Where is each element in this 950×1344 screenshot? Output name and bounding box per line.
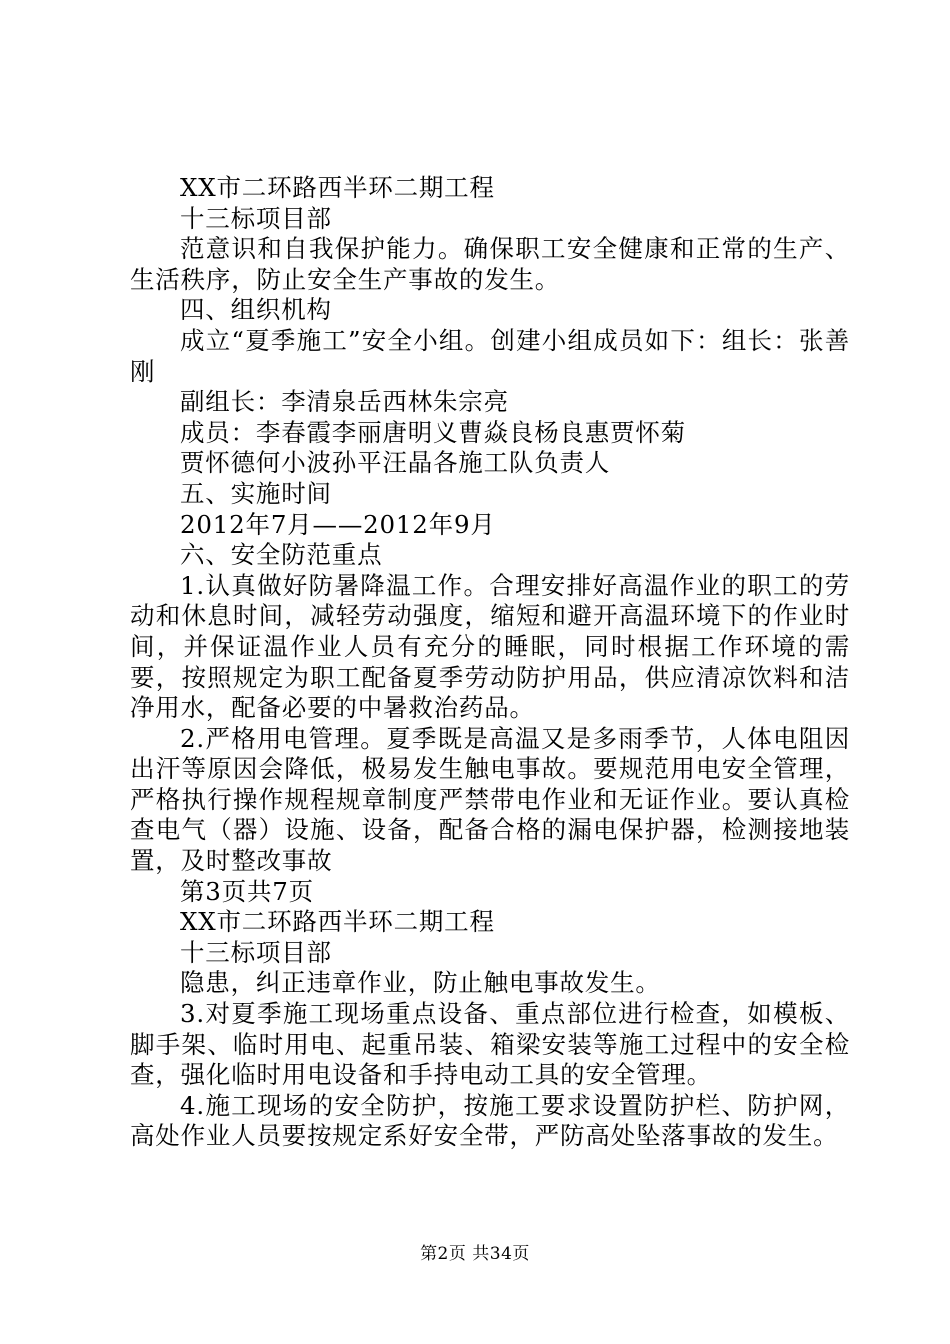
paragraph: 2.严格用电管理。夏季既是高温又是多雨季节，人体电阻因出汗等原因会降低，极易发生触电事故。要规范用电安全管理，严格执行操作规程规章制度严禁带电作业和无证作业。要认真检查电气（器）设施、设备，配备合格的漏电保护器，检测接地装置，及时整改事故 — [130, 723, 850, 876]
project-title: XX市二环路西半环二期工程 — [180, 173, 495, 202]
paragraph: 2012年7月——2012年9月 — [180, 509, 496, 539]
document-body — [130, 173, 850, 1152]
inline-page-marker: 第3页共7页 — [180, 876, 314, 906]
project-title: XX市二环路西半环二期工程 — [180, 907, 495, 937]
department-name: 十三标项目部 — [180, 937, 332, 967]
paragraph: 范意识和自我保护能力。确保职工安全健康和正常的生产、生活秩序，防止安全生产事故的发生。 — [130, 234, 850, 294]
paragraph: 成员：李春霞李丽唐明义曹焱良杨良惠贾怀菊 — [180, 417, 686, 447]
paragraph: 3.对夏季施工现场重点设备、重点部位进行检查，如模板、脚手架、临时用电、起重吊装、箱梁安装等施工过程中的安全检查，强化临时用电设备和手持电动工具的安全管理。 — [130, 999, 850, 1090]
section-heading: 四、组织机构 — [180, 295, 332, 325]
paragraph: 成立“夏季施工”安全小组。创建小组成员如下：组长：张善刚 — [130, 325, 850, 386]
department-name: 十三标项目部 — [180, 203, 332, 233]
paragraph: 1.认真做好防暑降温工作。合理安排好高温作业的职工的劳动和休息时间，减轻劳动强度，缩短和避开高温环境下的作业时间，并保证温作业人员有充分的睡眠，同时根据工作环境的需要，按照规定为职工配备夏季劳动防护用品，供应清凉饮料和洁净用水，配备必要的中暑救治药品。 — [130, 570, 850, 723]
paragraph: 副组长：李清泉岳西林朱宗亮 — [180, 387, 509, 417]
section-heading: 六、安全防范重点 — [180, 540, 383, 570]
paragraph: 贾怀德何小波孙平汪晶各施工队负责人 — [180, 448, 611, 478]
page-footer: 第2页 共34页 — [420, 1244, 530, 1264]
paragraph: 4.施工现场的安全防护，按施工要求设置防护栏、防护网，高处作业人员要按规定系好安全带，严防高处坠落事故的发生。 — [130, 1090, 850, 1151]
paragraph: 隐患，纠正违章作业，防止触电事故发生。 — [180, 968, 661, 998]
section-heading: 五、实施时间 — [180, 478, 332, 508]
